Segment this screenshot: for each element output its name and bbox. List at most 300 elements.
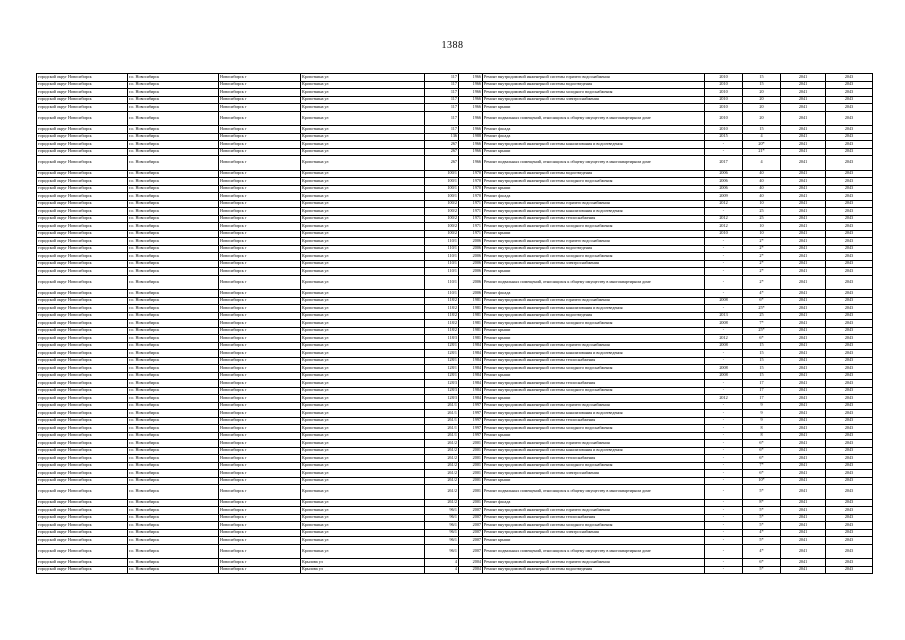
work-type-cell: Ремонт крыши	[483, 148, 705, 156]
district-cell: г.о. Новосибирск	[128, 297, 219, 305]
build-year-cell: 2006	[459, 238, 483, 246]
wear-cell: 20*	[743, 141, 781, 149]
plan-end-cell: 2043	[826, 230, 873, 238]
build-year-cell: 1981	[459, 327, 483, 335]
district-cell: г.о. Новосибирск	[128, 156, 219, 171]
plan-start-cell: 2041	[781, 111, 826, 126]
build-year-cell: 2007	[459, 529, 483, 537]
wear-cell: 5*	[743, 507, 781, 515]
last-repair-year-cell: 2010	[705, 126, 743, 134]
municipality-cell: городской округ Новосибирск	[37, 200, 128, 208]
wear-cell: 2*	[743, 238, 781, 246]
work-type-cell: Ремонт внутридомовой инженерной системы холодного водоснабжения	[483, 223, 705, 231]
district-cell: г.о. Новосибирск	[128, 141, 219, 149]
work-type-cell: Ремонт фасада	[483, 193, 705, 201]
plan-start-cell: 2041	[781, 245, 826, 253]
municipality-cell: городской округ Новосибирск	[37, 141, 128, 149]
table-row	[37, 96, 873, 104]
table-row	[37, 485, 873, 500]
plan-end-cell: 2043	[826, 245, 873, 253]
city-cell: Новосибирск г	[219, 350, 301, 358]
city-cell: Новосибирск г	[219, 380, 301, 388]
last-repair-year-cell: 2012	[705, 215, 743, 223]
wear-cell: 40	[743, 193, 781, 201]
house-number-cell: 261/1	[425, 402, 459, 410]
wear-cell: 4	[743, 156, 781, 171]
plan-end-cell: 2043	[826, 305, 873, 313]
wear-cell: 25	[743, 208, 781, 216]
house-number-cell: 267	[425, 148, 459, 156]
plan-end-cell: 2043	[826, 425, 873, 433]
street-cell: Кропоткина ул	[301, 522, 425, 530]
municipality-cell: городской округ Новосибирск	[37, 485, 128, 500]
plan-end-cell: 2043	[826, 297, 873, 305]
house-number-cell: 117	[425, 74, 459, 82]
house-number-cell: 118/2	[425, 327, 459, 335]
work-type-cell: Ремонт внутридомовой инженерной системы водоотведения	[483, 81, 705, 89]
city-cell: Новосибирск г	[219, 499, 301, 507]
street-cell: Кропоткина ул	[301, 96, 425, 104]
last-repair-year-cell: 2006	[705, 185, 743, 193]
work-type-cell: Ремонт крыши	[483, 104, 705, 112]
street-cell: Кропоткина ул	[301, 499, 425, 507]
plan-end-cell: 2043	[826, 238, 873, 246]
municipality-cell: городской округ Новосибирск	[37, 559, 128, 567]
district-cell: г.о. Новосибирск	[128, 178, 219, 186]
plan-start-cell: 2041	[781, 74, 826, 82]
plan-end-cell: 2043	[826, 462, 873, 470]
plan-start-cell: 2041	[781, 380, 826, 388]
city-cell: Новосибирск г	[219, 410, 301, 418]
work-type-cell: Ремонт внутридомовой инженерной системы горячего водоснабжения	[483, 297, 705, 305]
municipality-cell: городской округ Новосибирск	[37, 470, 128, 478]
last-repair-year-cell: 2010	[705, 89, 743, 97]
municipality-cell: городской округ Новосибирск	[37, 275, 128, 290]
wear-cell: 5*	[743, 566, 781, 574]
build-year-cell: 1984	[459, 372, 483, 380]
last-repair-year-cell: -	[705, 507, 743, 515]
plan-start-cell: 2041	[781, 410, 826, 418]
city-cell: Новосибирск г	[219, 537, 301, 545]
work-type-cell: Ремонт крыши	[483, 327, 705, 335]
house-number-cell: 96/1	[425, 529, 459, 537]
plan-end-cell: 2043	[826, 111, 873, 126]
wear-cell: 21*	[743, 148, 781, 156]
city-cell: Новосибирск г	[219, 305, 301, 313]
wear-cell: 15	[743, 372, 781, 380]
plan-end-cell: 2043	[826, 357, 873, 365]
build-year-cell: 2001	[459, 440, 483, 448]
plan-end-cell: 2043	[826, 193, 873, 201]
municipality-cell: городской округ Новосибирск	[37, 260, 128, 268]
table-row	[37, 89, 873, 97]
city-cell: Новосибирск г	[219, 260, 301, 268]
build-year-cell: 1984	[459, 350, 483, 358]
house-number-cell: 100/2	[425, 223, 459, 231]
last-repair-year-cell: -	[705, 432, 743, 440]
work-type-cell: Ремонт подвальных помещений, относящихся к общему имуществу в многоквартирном доме	[483, 544, 705, 559]
city-cell: Новосибирск г	[219, 470, 301, 478]
district-cell: г.о. Новосибирск	[128, 522, 219, 530]
work-type-cell: Ремонт внутридомовой инженерной системы канализования и водоотведения	[483, 410, 705, 418]
house-number-cell: 100/1	[425, 170, 459, 178]
municipality-cell: городской округ Новосибирск	[37, 365, 128, 373]
plan-end-cell: 2043	[826, 559, 873, 567]
last-repair-year-cell: -	[705, 537, 743, 545]
city-cell: Новосибирск г	[219, 245, 301, 253]
plan-start-cell: 2041	[781, 275, 826, 290]
municipality-cell: городской округ Новосибирск	[37, 193, 128, 201]
municipality-cell: городской округ Новосибирск	[37, 335, 128, 343]
city-cell: Новосибирск г	[219, 559, 301, 567]
wear-cell: 4	[743, 133, 781, 141]
build-year-cell: 2007	[459, 522, 483, 530]
plan-start-cell: 2041	[781, 89, 826, 97]
street-cell: Кропоткина ул	[301, 208, 425, 216]
work-type-cell: Ремонт крыши	[483, 477, 705, 485]
wear-cell: 40	[743, 170, 781, 178]
house-number-cell: 261/2	[425, 440, 459, 448]
plan-start-cell: 2041	[781, 522, 826, 530]
municipality-cell: городской округ Новосибирск	[37, 440, 128, 448]
municipality-cell: городской округ Новосибирск	[37, 185, 128, 193]
plan-end-cell: 2043	[826, 133, 873, 141]
build-year-cell: 2001	[459, 455, 483, 463]
house-number-cell: 110/1	[425, 290, 459, 298]
district-cell: г.о. Новосибирск	[128, 104, 219, 112]
street-cell: Кропоткина ул	[301, 133, 425, 141]
work-type-cell: Ремонт внутридомовой инженерной системы горячего водоснабжения	[483, 402, 705, 410]
plan-start-cell: 2041	[781, 365, 826, 373]
work-type-cell: Ремонт внутридомовой инженерной системы канализования и водоотведения	[483, 447, 705, 455]
district-cell: г.о. Новосибирск	[128, 96, 219, 104]
build-year-cell: 1997	[459, 410, 483, 418]
work-type-cell: Ремонт внутридомовой инженерной системы теплоснабжения	[483, 380, 705, 388]
city-cell: Новосибирск г	[219, 111, 301, 126]
city-cell: Новосибирск г	[219, 455, 301, 463]
plan-end-cell: 2043	[826, 395, 873, 403]
street-cell: Кропоткина ул	[301, 447, 425, 455]
district-cell: г.о. Новосибирск	[128, 350, 219, 358]
table-row	[37, 268, 873, 276]
build-year-cell: 1971	[459, 223, 483, 231]
last-repair-year-cell: -	[705, 514, 743, 522]
city-cell: Новосибирск г	[219, 238, 301, 246]
house-number-cell: 261/2	[425, 462, 459, 470]
street-cell: Кропоткина ул	[301, 395, 425, 403]
municipality-cell: городской округ Новосибирск	[37, 410, 128, 418]
plan-start-cell: 2041	[781, 335, 826, 343]
city-cell: Новосибирск г	[219, 208, 301, 216]
plan-end-cell: 2043	[826, 327, 873, 335]
district-cell: г.о. Новосибирск	[128, 566, 219, 574]
build-year-cell: 1981	[459, 335, 483, 343]
plan-start-cell: 2041	[781, 200, 826, 208]
last-repair-year-cell: -	[705, 410, 743, 418]
house-number-cell: 128/1	[425, 372, 459, 380]
table-row	[37, 410, 873, 418]
plan-end-cell: 2043	[826, 141, 873, 149]
house-number-cell: 96/1	[425, 537, 459, 545]
house-number-cell: 117	[425, 89, 459, 97]
table-row	[37, 215, 873, 223]
last-repair-year-cell: 2012	[705, 223, 743, 231]
district-cell: г.о. Новосибирск	[128, 327, 219, 335]
plan-end-cell: 2043	[826, 522, 873, 530]
city-cell: Новосибирск г	[219, 320, 301, 328]
work-type-cell: Ремонт крыши	[483, 432, 705, 440]
house-number-cell: 267	[425, 156, 459, 171]
plan-end-cell: 2043	[826, 485, 873, 500]
plan-start-cell: 2041	[781, 208, 826, 216]
build-year-cell: 2007	[459, 507, 483, 515]
work-type-cell: Ремонт фасада	[483, 499, 705, 507]
municipality-cell: городской округ Новосибирск	[37, 223, 128, 231]
street-cell: Кропоткина ул	[301, 290, 425, 298]
work-type-cell: Ремонт внутридомовой инженерной системы холодного водоснабжения	[483, 253, 705, 261]
house-number-cell: 118/2	[425, 320, 459, 328]
plan-start-cell: 2041	[781, 559, 826, 567]
table-row	[37, 320, 873, 328]
plan-end-cell: 2043	[826, 342, 873, 350]
municipality-cell: городской округ Новосибирск	[37, 372, 128, 380]
build-year-cell: 1966	[459, 81, 483, 89]
build-year-cell: 2006	[459, 268, 483, 276]
house-number-cell: 100/2	[425, 200, 459, 208]
last-repair-year-cell: -	[705, 417, 743, 425]
last-repair-year-cell: -	[705, 470, 743, 478]
plan-start-cell: 2041	[781, 185, 826, 193]
plan-start-cell: 2041	[781, 148, 826, 156]
wear-cell: 8	[743, 432, 781, 440]
build-year-cell: 1966	[459, 141, 483, 149]
city-cell: Новосибирск г	[219, 178, 301, 186]
district-cell: г.о. Новосибирск	[128, 312, 219, 320]
plan-start-cell: 2041	[781, 305, 826, 313]
street-cell: Кропоткина ул	[301, 200, 425, 208]
plan-start-cell: 2041	[781, 327, 826, 335]
plan-end-cell: 2043	[826, 350, 873, 358]
last-repair-year-cell: -	[705, 253, 743, 261]
table-row	[37, 275, 873, 290]
municipality-cell: городской округ Новосибирск	[37, 96, 128, 104]
house-number-cell: 261/2	[425, 455, 459, 463]
table-row	[37, 200, 873, 208]
wear-cell: 15	[743, 126, 781, 134]
municipality-cell: городской округ Новосибирск	[37, 514, 128, 522]
plan-start-cell: 2041	[781, 350, 826, 358]
last-repair-year-cell: -	[705, 499, 743, 507]
plan-start-cell: 2041	[781, 96, 826, 104]
table-row	[37, 380, 873, 388]
city-cell: Новосибирск г	[219, 126, 301, 134]
last-repair-year-cell: 2008	[705, 365, 743, 373]
plan-start-cell: 2041	[781, 156, 826, 171]
last-repair-year-cell: -	[705, 544, 743, 559]
plan-end-cell: 2043	[826, 455, 873, 463]
municipality-cell: городской округ Новосибирск	[37, 320, 128, 328]
municipality-cell: городской округ Новосибирск	[37, 148, 128, 156]
wear-cell: 20	[743, 89, 781, 97]
plan-start-cell: 2041	[781, 417, 826, 425]
street-cell: Кропоткина ул	[301, 156, 425, 171]
last-repair-year-cell: 2009	[705, 193, 743, 201]
street-cell: Кропоткина ул	[301, 193, 425, 201]
table-row	[37, 432, 873, 440]
city-cell: Новосибирск г	[219, 402, 301, 410]
municipality-cell: городской округ Новосибирск	[37, 380, 128, 388]
street-cell: Кропоткина ул	[301, 544, 425, 559]
house-number-cell: 100/1	[425, 185, 459, 193]
street-cell: Кропоткина ул	[301, 215, 425, 223]
plan-end-cell: 2043	[826, 74, 873, 82]
house-number-cell: 110/1	[425, 275, 459, 290]
plan-start-cell: 2041	[781, 455, 826, 463]
street-cell: Кропоткина ул	[301, 230, 425, 238]
street-cell: Крылова ул	[301, 559, 425, 567]
wear-cell: 7*	[743, 320, 781, 328]
plan-end-cell: 2043	[826, 417, 873, 425]
work-type-cell: Ремонт крыши	[483, 335, 705, 343]
city-cell: Новосибирск г	[219, 432, 301, 440]
municipality-cell: городской округ Новосибирск	[37, 342, 128, 350]
work-type-cell: Ремонт подвальных помещений, относящихся к общему имуществу в многоквартирном доме	[483, 485, 705, 500]
plan-end-cell: 2043	[826, 96, 873, 104]
municipality-cell: городской округ Новосибирск	[37, 111, 128, 126]
street-cell: Кропоткина ул	[301, 342, 425, 350]
work-type-cell: Ремонт внутридомовой инженерной системы холодного водоснабжения	[483, 387, 705, 395]
plan-start-cell: 2041	[781, 320, 826, 328]
plan-end-cell: 2043	[826, 156, 873, 171]
district-cell: г.о. Новосибирск	[128, 485, 219, 500]
street-cell: Кропоткина ул	[301, 312, 425, 320]
build-year-cell: 2006	[459, 290, 483, 298]
build-year-cell: 1966	[459, 111, 483, 126]
work-type-cell: Ремонт внутридомовой инженерной системы водоотведения	[483, 245, 705, 253]
table-row	[37, 253, 873, 261]
city-cell: Новосибирск г	[219, 148, 301, 156]
city-cell: Новосибирск г	[219, 230, 301, 238]
city-cell: Новосибирск г	[219, 185, 301, 193]
table-row	[37, 470, 873, 478]
work-type-cell: Ремонт внутридомовой инженерной системы холодного водоснабжения	[483, 462, 705, 470]
city-cell: Новосибирск г	[219, 544, 301, 559]
work-type-cell: Ремонт крыши	[483, 372, 705, 380]
city-cell: Новосибирск г	[219, 507, 301, 515]
municipality-cell: городской округ Новосибирск	[37, 477, 128, 485]
house-number-cell: 96/1	[425, 507, 459, 515]
street-cell: Кропоткина ул	[301, 380, 425, 388]
build-year-cell: 1984	[459, 357, 483, 365]
district-cell: г.о. Новосибирск	[128, 462, 219, 470]
wear-cell: 6*	[743, 559, 781, 567]
house-number-cell: 110/1	[425, 253, 459, 261]
city-cell: Новосибирск г	[219, 395, 301, 403]
table-row	[37, 156, 873, 171]
work-type-cell: Ремонт крыши	[483, 395, 705, 403]
house-number-cell: 118/2	[425, 312, 459, 320]
last-repair-year-cell: -	[705, 462, 743, 470]
municipality-cell: городской округ Новосибирск	[37, 455, 128, 463]
municipality-cell: городской округ Новосибирск	[37, 245, 128, 253]
plan-start-cell: 2041	[781, 297, 826, 305]
table-row	[37, 455, 873, 463]
plan-start-cell: 2041	[781, 141, 826, 149]
city-cell: Новосибирск г	[219, 223, 301, 231]
last-repair-year-cell: -	[705, 440, 743, 448]
city-cell: Новосибирск г	[219, 387, 301, 395]
build-year-cell: 2006	[459, 253, 483, 261]
table-row	[37, 297, 873, 305]
municipality-cell: городской округ Новосибирск	[37, 447, 128, 455]
last-repair-year-cell: 2006	[705, 170, 743, 178]
city-cell: Новосибирск г	[219, 477, 301, 485]
street-cell: Кропоткина ул	[301, 185, 425, 193]
last-repair-year-cell: 2015	[705, 133, 743, 141]
work-type-cell: Ремонт внутридомовой инженерной системы канализования и водоотведения	[483, 208, 705, 216]
district-cell: г.о. Новосибирск	[128, 529, 219, 537]
municipality-cell: городской округ Новосибирск	[37, 126, 128, 134]
work-type-cell: Ремонт внутридомовой инженерной системы горячего водоснабжения	[483, 559, 705, 567]
wear-cell: 6*	[743, 447, 781, 455]
district-cell: г.о. Новосибирск	[128, 455, 219, 463]
house-number-cell: 261/2	[425, 499, 459, 507]
plan-start-cell: 2041	[781, 485, 826, 500]
last-repair-year-cell: 2012	[705, 395, 743, 403]
build-year-cell: 1997	[459, 402, 483, 410]
wear-cell: 10	[743, 223, 781, 231]
house-number-cell: 110/1	[425, 245, 459, 253]
work-type-cell: Ремонт фасада	[483, 133, 705, 141]
street-cell: Кропоткина ул	[301, 462, 425, 470]
wear-cell: 40	[743, 185, 781, 193]
district-cell: г.о. Новосибирск	[128, 514, 219, 522]
plan-end-cell: 2043	[826, 200, 873, 208]
plan-end-cell: 2043	[826, 335, 873, 343]
build-year-cell: 2007	[459, 537, 483, 545]
work-type-cell: Ремонт внутридомовой инженерной системы канализования и водоотведения	[483, 141, 705, 149]
plan-end-cell: 2043	[826, 499, 873, 507]
last-repair-year-cell: -	[705, 275, 743, 290]
plan-start-cell: 2041	[781, 462, 826, 470]
district-cell: г.о. Новосибирск	[128, 193, 219, 201]
plan-start-cell: 2041	[781, 402, 826, 410]
plan-end-cell: 2043	[826, 440, 873, 448]
house-number-cell: 261/2	[425, 477, 459, 485]
plan-start-cell: 2041	[781, 566, 826, 574]
table-row	[37, 305, 873, 313]
plan-start-cell: 2041	[781, 290, 826, 298]
city-cell: Новосибирск г	[219, 566, 301, 574]
plan-end-cell: 2043	[826, 402, 873, 410]
district-cell: г.о. Новосибирск	[128, 365, 219, 373]
wear-cell: 9	[743, 417, 781, 425]
plan-start-cell: 2041	[781, 215, 826, 223]
build-year-cell: 1997	[459, 432, 483, 440]
city-cell: Новосибирск г	[219, 89, 301, 97]
district-cell: г.о. Новосибирск	[128, 470, 219, 478]
work-type-cell: Ремонт внутридомовой инженерной системы электроснабжения	[483, 96, 705, 104]
last-repair-year-cell: -	[705, 529, 743, 537]
work-type-cell: Ремонт крыши	[483, 230, 705, 238]
municipality-cell: городской округ Новосибирск	[37, 537, 128, 545]
work-type-cell: Ремонт крыши	[483, 185, 705, 193]
table-row	[37, 81, 873, 89]
table-row	[37, 447, 873, 455]
plan-end-cell: 2043	[826, 208, 873, 216]
last-repair-year-cell: 2006	[705, 178, 743, 186]
wear-cell: 15	[743, 81, 781, 89]
